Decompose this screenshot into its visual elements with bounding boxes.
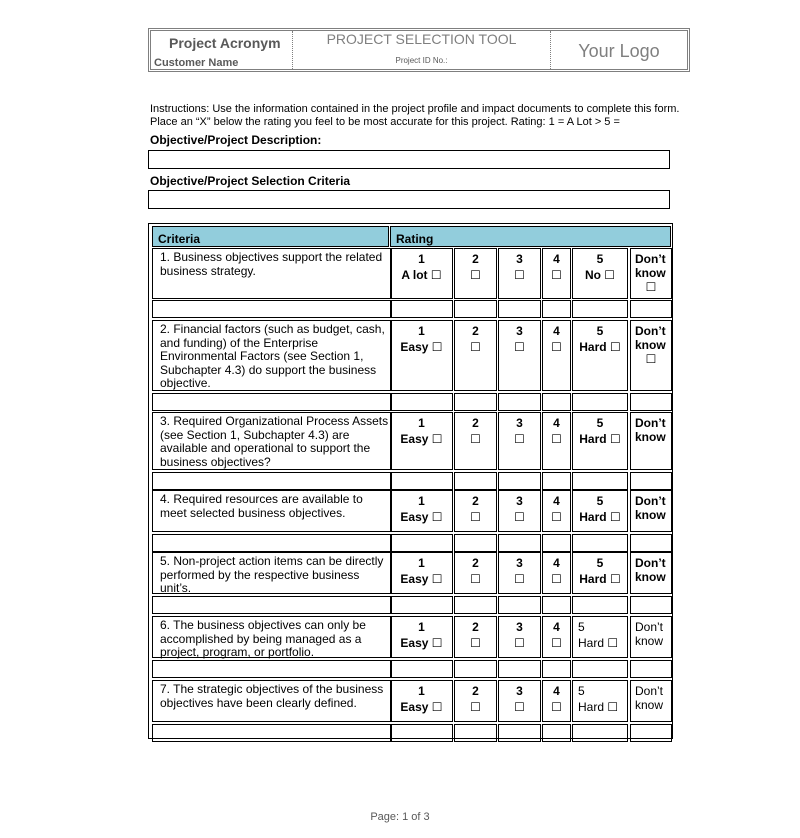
checkbox-icon[interactable]: ☐ xyxy=(470,340,481,354)
rating-4-1[interactable] xyxy=(390,490,453,532)
spacer-5-5 xyxy=(572,596,628,614)
spacer-3-3 xyxy=(498,472,541,490)
criteria-text: 6. The business objectives can only be accomplished by being managed as a project, program, or portfolio. xyxy=(160,618,366,659)
rating-number: 3 xyxy=(516,324,523,338)
checkbox-icon[interactable]: ☐ xyxy=(514,700,525,714)
description-field[interactable] xyxy=(148,150,670,169)
rating-high-label: Hard xyxy=(578,636,605,650)
criteria-text-1 xyxy=(152,248,392,299)
checkbox-icon[interactable]: ☐ xyxy=(604,268,616,282)
rating-7-5[interactable] xyxy=(572,680,628,722)
criteria-label: Objective/Project Selection Criteria xyxy=(150,174,351,188)
header-right xyxy=(551,31,687,69)
dont-know-label: Don’t know xyxy=(635,620,664,648)
rating-high-label: Hard xyxy=(579,432,607,446)
rating-number: 4 xyxy=(553,620,560,634)
rating-number: 4 xyxy=(553,684,560,698)
rating-number: 1 xyxy=(418,494,425,508)
rating-number: 2 xyxy=(472,494,479,508)
spacer-4-1 xyxy=(390,534,453,552)
criteria-field[interactable] xyxy=(148,190,670,209)
rating-6-3[interactable] xyxy=(498,616,541,658)
dont-know-label: Don’t know xyxy=(635,416,666,444)
rating-5-2[interactable] xyxy=(454,552,497,594)
checkbox-icon[interactable]: ☐ xyxy=(431,636,443,650)
spacer-3-0 xyxy=(152,472,392,490)
rating-low-label: Easy xyxy=(400,510,429,524)
checkbox-icon[interactable]: ☐ xyxy=(431,340,443,354)
checkbox-icon[interactable]: ☐ xyxy=(514,432,525,446)
rating-high-label: Hard xyxy=(579,340,607,354)
criteria-text-2 xyxy=(152,320,392,391)
rating-number: 4 xyxy=(553,252,560,266)
spacer-7-1 xyxy=(390,724,453,742)
criteria-text: 7. The strategic objectives of the business objectives have been clearly defined. xyxy=(160,682,384,710)
dont-know-2[interactable] xyxy=(630,320,672,391)
checkbox-icon[interactable]: ☐ xyxy=(607,700,619,714)
spacer-4-2 xyxy=(454,534,497,552)
rating-number: 5 xyxy=(596,252,604,266)
spacer-7-0 xyxy=(152,724,392,742)
rating-number: 2 xyxy=(472,252,479,266)
rating-number: 1 xyxy=(418,620,425,634)
rating-table xyxy=(148,223,673,739)
rating-low-label: A lot xyxy=(401,268,428,282)
criteria-header-label: Criteria xyxy=(158,232,201,246)
rating-number: 5 xyxy=(578,620,585,634)
rating-number: 3 xyxy=(516,684,523,698)
rating-1-5[interactable] xyxy=(572,248,628,299)
checkbox-icon[interactable]: ☐ xyxy=(551,700,562,714)
customer-name[interactable]: Customer Name xyxy=(154,57,239,69)
rating-number: 2 xyxy=(472,684,479,698)
rating-3-4[interactable] xyxy=(542,412,571,470)
checkbox-icon[interactable]: ☐ xyxy=(431,510,443,524)
spacer-3-2 xyxy=(454,472,497,490)
rating-number: 1 xyxy=(418,252,425,266)
rating-low-label: Easy xyxy=(400,340,429,354)
spacer-1-6 xyxy=(630,300,672,318)
spacer-2-3 xyxy=(498,393,541,411)
criteria-text: 1. Business objectives support the related business strategy. xyxy=(160,250,383,278)
criteria-text: 4. Required resources are available to meet selected business objectives. xyxy=(160,492,363,520)
description-label: Objective/Project Description: xyxy=(150,133,322,147)
spacer-5-3 xyxy=(498,596,541,614)
rating-4-4[interactable] xyxy=(542,490,571,532)
checkbox-icon[interactable]: ☐ xyxy=(609,340,621,354)
spacer-2-4 xyxy=(542,393,571,411)
spacer-4-0 xyxy=(152,534,392,552)
criteria-text-5 xyxy=(152,552,392,594)
rating-7-4[interactable] xyxy=(542,680,571,722)
rating-header-label: Rating xyxy=(396,232,434,246)
dont-know-label: Don’t know xyxy=(635,684,664,712)
rating-1-3[interactable] xyxy=(498,248,541,299)
spacer-6-4 xyxy=(542,660,571,678)
rating-1-2[interactable] xyxy=(454,248,497,299)
checkbox-icon[interactable]: ☐ xyxy=(551,636,562,650)
rating-number: 5 xyxy=(596,556,604,570)
rating-number: 2 xyxy=(472,416,479,430)
rating-number: 2 xyxy=(472,620,479,634)
rating-2-2[interactable] xyxy=(454,320,497,391)
checkbox-icon[interactable]: ☐ xyxy=(551,268,562,282)
spacer-1-5 xyxy=(572,300,628,318)
rating-number: 1 xyxy=(418,416,425,430)
rating-number: 3 xyxy=(516,494,523,508)
instructions: Instructions: Use the information contained in the project profile and impact documents to complete this form. Place an “X” below the rating you feel to be most accurate for this project. Rating: 1 = A Lot > 5 = xyxy=(150,103,680,128)
spacer-3-5 xyxy=(572,472,628,490)
rating-2-4[interactable] xyxy=(542,320,571,391)
rating-1-1[interactable] xyxy=(390,248,453,299)
spacer-2-5 xyxy=(572,393,628,411)
rating-3-2[interactable] xyxy=(454,412,497,470)
checkbox-icon[interactable]: ☐ xyxy=(551,340,562,354)
checkbox-icon[interactable]: ☐ xyxy=(470,636,481,650)
rating-number: 1 xyxy=(418,324,425,338)
spacer-6-5 xyxy=(572,660,628,678)
rating-3-5[interactable] xyxy=(572,412,628,470)
spacer-7-2 xyxy=(454,724,497,742)
rating-6-5[interactable] xyxy=(572,616,628,658)
rating-high-label: No xyxy=(584,268,601,282)
project-acronym[interactable]: Project Acronym xyxy=(169,35,281,51)
dont-know-5[interactable] xyxy=(630,552,672,594)
checkbox-icon[interactable]: ☐ xyxy=(470,268,481,282)
rating-4-3[interactable] xyxy=(498,490,541,532)
rating-number: 3 xyxy=(516,556,523,570)
rating-6-4[interactable] xyxy=(542,616,571,658)
spacer-5-4 xyxy=(542,596,571,614)
rating-low-label: Easy xyxy=(400,432,429,446)
spacer-1-3 xyxy=(498,300,541,318)
rating-1-4[interactable] xyxy=(542,248,571,299)
criteria-text-4 xyxy=(152,490,392,532)
rating-number: 4 xyxy=(553,416,560,430)
rating-2-5[interactable] xyxy=(572,320,628,391)
checkbox-icon[interactable]: ☐ xyxy=(645,352,657,366)
checkbox-icon[interactable]: ☐ xyxy=(514,572,525,586)
rating-4-5[interactable] xyxy=(572,490,628,532)
rating-number: 3 xyxy=(516,252,523,266)
rating-5-3[interactable] xyxy=(498,552,541,594)
spacer-3-1 xyxy=(390,472,453,490)
checkbox-icon[interactable]: ☐ xyxy=(514,636,525,650)
spacer-2-6 xyxy=(630,393,672,411)
criteria-text: 2. Financial factors (such as budget, cash, and funding) of the Enterprise Environmental Factors (see Section 1, Subchapter 4.3) do support the business objective. xyxy=(160,322,385,390)
checkbox-icon[interactable]: ☐ xyxy=(609,572,621,586)
checkbox-icon[interactable]: ☐ xyxy=(609,510,621,524)
spacer-7-6 xyxy=(630,724,672,742)
criteria-header xyxy=(152,226,389,247)
checkbox-icon[interactable]: ☐ xyxy=(609,432,621,446)
rating-number: 5 xyxy=(578,684,585,698)
spacer-3-6 xyxy=(630,472,672,490)
rating-number: 5 xyxy=(596,324,604,338)
rating-3-1[interactable] xyxy=(390,412,453,470)
spacer-7-4 xyxy=(542,724,571,742)
checkbox-icon[interactable]: ☐ xyxy=(551,432,562,446)
rating-low-label: Easy xyxy=(400,572,429,586)
checkbox-icon[interactable]: ☐ xyxy=(431,700,443,714)
spacer-4-5 xyxy=(572,534,628,552)
rating-low-label: Easy xyxy=(400,636,429,650)
rating-number: 1 xyxy=(418,684,425,698)
checkbox-icon[interactable]: ☐ xyxy=(514,268,525,282)
rating-3-3[interactable] xyxy=(498,412,541,470)
checkbox-icon[interactable]: ☐ xyxy=(514,510,525,524)
spacer-5-1 xyxy=(390,596,453,614)
rating-number: 3 xyxy=(516,620,523,634)
spacer-1-1 xyxy=(390,300,453,318)
project-id-label[interactable]: Project ID No.: xyxy=(395,56,448,65)
spacer-7-3 xyxy=(498,724,541,742)
spacer-2-2 xyxy=(454,393,497,411)
checkbox-icon[interactable]: ☐ xyxy=(430,268,442,282)
rating-high-label: Hard xyxy=(579,510,607,524)
rating-number: 4 xyxy=(553,494,560,508)
checkbox-icon[interactable]: ☐ xyxy=(645,280,657,294)
spacer-2-1 xyxy=(390,393,453,411)
spacer-5-6 xyxy=(630,596,672,614)
rating-6-1[interactable] xyxy=(390,616,453,658)
checkbox-icon[interactable]: ☐ xyxy=(551,572,562,586)
checkbox-icon[interactable]: ☐ xyxy=(551,510,562,524)
checkbox-icon[interactable]: ☐ xyxy=(470,510,481,524)
document-header xyxy=(148,28,690,72)
rating-number: 2 xyxy=(472,324,479,338)
page-number: Page: 1 of 3 xyxy=(370,811,430,823)
checkbox-icon[interactable]: ☐ xyxy=(514,340,525,354)
rating-number: 2 xyxy=(472,556,479,570)
rating-number: 3 xyxy=(516,416,523,430)
criteria-text-7 xyxy=(152,680,392,722)
checkbox-icon[interactable]: ☐ xyxy=(607,636,619,650)
spacer-7-5 xyxy=(572,724,628,742)
rating-high-label: Hard xyxy=(579,572,607,586)
checkbox-icon[interactable]: ☐ xyxy=(431,432,443,446)
criteria-text: 3. Required Organizational Process Assets (see Section 1, Subchapter 4.3) are available and operational to support the business objectives? xyxy=(160,414,389,469)
logo-placeholder: Your Logo xyxy=(578,41,660,61)
dont-know-6[interactable] xyxy=(630,616,672,658)
rating-number: 4 xyxy=(553,324,560,338)
checkbox-icon[interactable]: ☐ xyxy=(470,432,481,446)
rating-5-4[interactable] xyxy=(542,552,571,594)
spacer-1-4 xyxy=(542,300,571,318)
tool-title: PROJECT SELECTION TOOL xyxy=(326,31,517,47)
header-left xyxy=(151,31,293,69)
rating-7-3[interactable] xyxy=(498,680,541,722)
criteria-text-3 xyxy=(152,412,392,470)
dont-know-label: Don’t know xyxy=(635,252,666,280)
dont-know-label: Don’t know xyxy=(635,494,666,522)
spacer-3-4 xyxy=(542,472,571,490)
spacer-6-6 xyxy=(630,660,672,678)
spacer-4-3 xyxy=(498,534,541,552)
spacer-6-1 xyxy=(390,660,453,678)
checkbox-icon[interactable]: ☐ xyxy=(470,700,481,714)
spacer-2-0 xyxy=(152,393,392,411)
spacer-4-6 xyxy=(630,534,672,552)
header-center xyxy=(293,31,551,69)
criteria-text-6 xyxy=(152,616,392,658)
checkbox-icon[interactable]: ☐ xyxy=(470,572,481,586)
rating-low-label: Easy xyxy=(400,700,429,714)
rating-2-1[interactable] xyxy=(390,320,453,391)
spacer-6-3 xyxy=(498,660,541,678)
spacer-4-4 xyxy=(542,534,571,552)
rating-6-2[interactable] xyxy=(454,616,497,658)
rating-7-2[interactable] xyxy=(454,680,497,722)
spacer-6-0 xyxy=(152,660,392,678)
rating-5-5[interactable] xyxy=(572,552,628,594)
dont-know-3[interactable] xyxy=(630,412,672,470)
rating-high-label: Hard xyxy=(578,700,605,714)
spacer-5-2 xyxy=(454,596,497,614)
spacer-5-0 xyxy=(152,596,392,614)
dont-know-label: Don’t know xyxy=(635,324,666,352)
rating-2-3[interactable] xyxy=(498,320,541,391)
rating-header xyxy=(390,226,671,247)
criteria-text: 5. Non-project action items can be directly performed by the respective business unit’s. xyxy=(160,554,384,595)
dont-know-1[interactable] xyxy=(630,248,672,299)
rating-5-1[interactable] xyxy=(390,552,453,594)
spacer-1-0 xyxy=(152,300,392,318)
dont-know-7[interactable] xyxy=(630,680,672,722)
spacer-1-2 xyxy=(454,300,497,318)
rating-number: 5 xyxy=(596,494,604,508)
checkbox-icon[interactable]: ☐ xyxy=(431,572,443,586)
rating-4-2[interactable] xyxy=(454,490,497,532)
rating-number: 5 xyxy=(596,416,604,430)
rating-7-1[interactable] xyxy=(390,680,453,722)
rating-number: 1 xyxy=(418,556,425,570)
dont-know-label: Don’t know xyxy=(635,556,666,584)
rating-number: 4 xyxy=(553,556,560,570)
dont-know-4[interactable] xyxy=(630,490,672,532)
spacer-6-2 xyxy=(454,660,497,678)
